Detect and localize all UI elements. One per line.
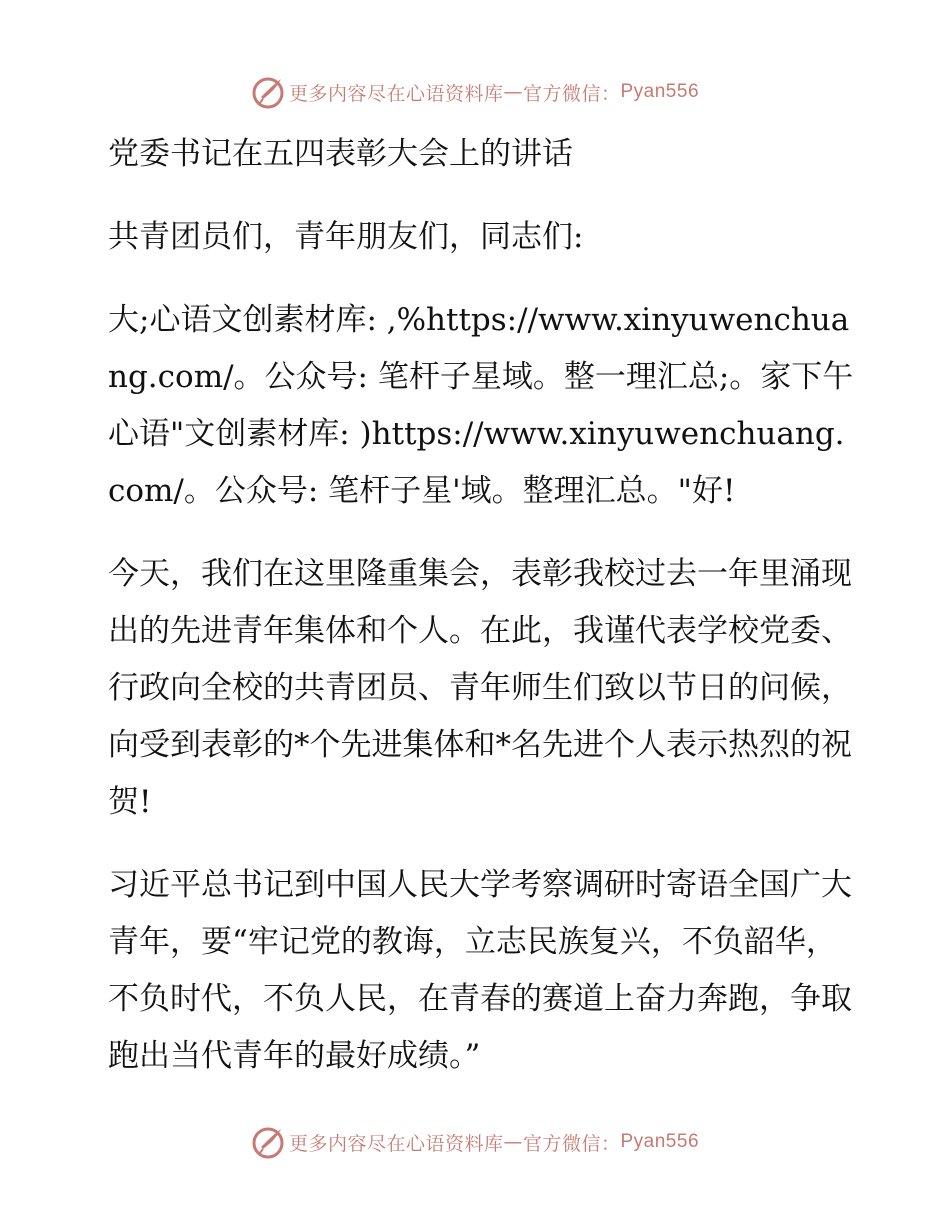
watermark-separator: — xyxy=(503,1131,523,1153)
document-title: 党委书记在五四表彰大会上的讲话 xyxy=(108,136,573,172)
document-paragraph-1: 大;心语文创素材库: ,%https://www.xinyuwenchuang.com/。公众号: 笔杆子星域。整一理汇总;。家下午心语"文创素材库: )https://www.xinyuwenchuang.com/。公众号: 笔杆子星'域。整理汇总。"好! xyxy=(108,302,854,509)
watermark-wechat-label: 官方微信： xyxy=(522,82,621,105)
watermark-text: 更多内容尽在心语资料库 xyxy=(288,82,504,105)
document-paragraph-3: 习近平总书记到中国人民大学考察调研时寄语全国广大青年，要“牢记党的教诲，立志民族复兴，不负韶华，不负时代，不负人民，在青春的赛道上奋力奔跑，争取跑出当代青年的最好成绩。” xyxy=(108,867,852,1074)
document-greeting: 共青团员们，青年朋友们，同志们: xyxy=(108,219,584,255)
watermark-wechat-label: 官方微信： xyxy=(522,1132,621,1155)
watermark-wechat-id: Pyan556 xyxy=(620,1131,700,1152)
header-watermark xyxy=(0,72,950,112)
quill-pen-circle-icon xyxy=(251,1125,285,1159)
watermark-text: 更多内容尽在心语资料库 xyxy=(288,1132,504,1155)
watermark-wechat-id: Pyan556 xyxy=(620,81,700,102)
document-body xyxy=(97,126,857,1111)
quill-pen-circle-icon xyxy=(251,75,285,109)
watermark-separator: — xyxy=(503,81,523,103)
document-paragraph-2: 今天，我们在这里隆重集会，表彰我校过去一年里涌现出的先进青年集体和个人。在此，我谨代表学校党委、行政向全校的共青团员、青年师生们致以节日的问候，向受到表彰的*个先进集体和*名先进个人表示热烈的祝贺! xyxy=(108,556,852,820)
footer-watermark xyxy=(0,1122,950,1162)
